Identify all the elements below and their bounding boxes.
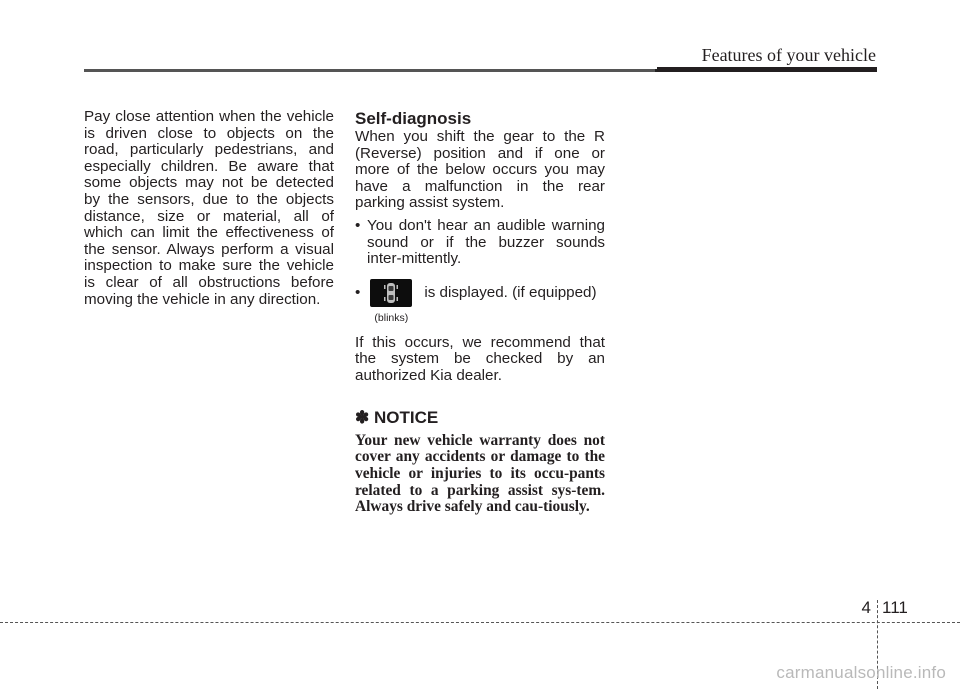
bullet-symbol: •: [355, 283, 361, 301]
right-column: [355, 109, 605, 516]
parking-sensor-warning-icon: [370, 279, 412, 307]
chapter-number: 4: [861, 598, 871, 617]
self-diagnosis-intro: When you shift the gear to the R (Reverse) position and if one or more of the below occurs you may have a malfunction in the rear parking assist system.: [355, 128, 605, 212]
bullet-symbol: •: [355, 216, 361, 234]
bullet-item: [355, 279, 605, 331]
notice-body: Your new vehicle warranty does not cover any accidents or damage to the vehicle or injuries to its occu-pants related to a parking assist sys-tem. Always drive safely and cau-tiously.: [355, 431, 605, 516]
left-paragraph: Pay close attention when the vehicle is driven close to objects on the road, particularly pedestrians, and especially children. Be aware that some objects may not be detected by the sensors, due to the objects distance, size or material, all of which can limit the effectiveness of the sensor. Always perform a visual inspection to make sure the vehicle is clear of all obstructions before moving the vehicle in any direction.: [84, 108, 334, 308]
watermark: carmanualsonline.info: [776, 663, 946, 682]
indicator-group: [366, 279, 416, 327]
bullet-text: You don't hear an audible warning sound or if the buzzer sounds inter-mittently.: [367, 216, 605, 268]
section-title: Features of your vehicle: [701, 45, 876, 65]
footer-rule: [0, 622, 960, 623]
recommendation-text: If this occurs, we recommend that the system be checked by an authorized Kia dealer.: [355, 333, 605, 384]
indicator-caption: (blinks): [374, 311, 409, 324]
page-number: 111: [882, 598, 908, 617]
left-column: [84, 109, 334, 308]
header-rule-accent: [657, 67, 877, 72]
self-diagnosis-heading: Self-diagnosis: [355, 109, 472, 128]
bullet-item: [355, 218, 605, 268]
bullet-text: is displayed. (if equipped): [424, 283, 597, 301]
notice-title: ✽ NOTICE: [355, 407, 439, 427]
